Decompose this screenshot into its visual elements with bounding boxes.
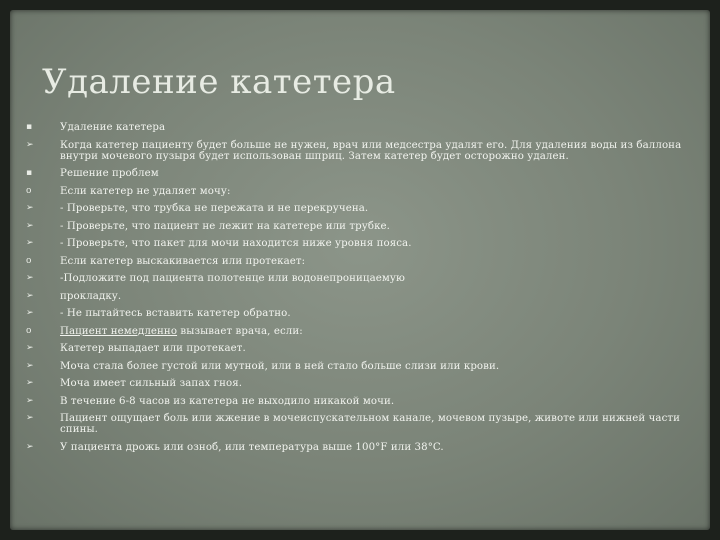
arrow-bullet-icon: ➢: [26, 378, 34, 388]
item-text: Если катетер не удаляет мочу:: [60, 185, 231, 197]
arrow-bullet-icon: ➢: [26, 203, 34, 213]
list-item: [24, 140, 694, 162]
list-item: [24, 326, 694, 337]
arrow-bullet-icon: ➢: [26, 308, 34, 318]
list-item: [24, 442, 694, 453]
arrow-bullet-icon: ➢: [26, 273, 34, 283]
arrow-bullet-icon: ➢: [26, 441, 34, 452]
underlined-text: Пациент немедленно: [60, 325, 178, 337]
item-text: Когда катетер пациенту будет больше не нужен, врач или медсестра удалят его. Для удаления воды из баллона внутри мочевого пузыря будет использован шприц. Затем катетер будет осторожно удален.: [60, 139, 682, 162]
circle-bullet-icon: o: [26, 255, 32, 266]
item-text: - Проверьте, что пакет для мочи находится ниже уровня пояса.: [60, 238, 412, 249]
list-item: [24, 343, 694, 354]
item-text: Пациент ощущает боль или жжение в мочеиспускательном канале, мочевом пузыре, животе или нижней части спины.: [60, 413, 681, 435]
item-text: Если катетер выскакивается или протекает:: [60, 255, 306, 267]
arrow-bullet-icon: ➢: [26, 220, 34, 231]
slide-title: Удаление катетера: [42, 62, 396, 102]
list-item: [24, 238, 694, 249]
list-item: [24, 203, 694, 214]
item-text: Удаление катетера: [60, 122, 166, 133]
list-item: [24, 168, 694, 179]
list-item: [24, 186, 694, 197]
arrow-bullet-icon: ➢: [26, 395, 34, 406]
slide: [10, 10, 710, 530]
item-text: - Не пытайтесь вставить катетер обратно.: [60, 308, 291, 319]
list-item: [24, 273, 694, 284]
list-item: [24, 396, 694, 407]
circle-bullet-icon: o: [26, 185, 32, 196]
list-item: [24, 221, 694, 232]
item-text: Моча стала более густой или мутной, или в ней стало больше слизи или крови.: [60, 360, 500, 372]
square-bullet-icon: ▪: [26, 168, 33, 178]
item-text: Решение проблем: [60, 168, 159, 179]
item-text: прокладку.: [60, 290, 122, 302]
item-text: [60, 326, 694, 337]
item-text-rest: вызывает врача, если:: [177, 325, 303, 337]
list-item: [24, 413, 694, 435]
list-item: [24, 256, 694, 267]
item-text: -Подложите под пациента полотенце или водонепроницаемую: [60, 273, 405, 284]
arrow-bullet-icon: ➢: [26, 413, 34, 423]
arrow-bullet-icon: ➢: [26, 360, 34, 371]
item-text: - Проверьте, что пациент не лежит на катетере или трубке.: [60, 220, 390, 232]
bullet-list: [24, 122, 694, 459]
item-text: В течение 6-8 часов из катетера не выходило никакой мочи.: [60, 395, 395, 407]
arrow-bullet-icon: ➢: [26, 290, 34, 301]
list-item: [24, 361, 694, 372]
item-text: У пациента дрожь или озноб, или температура выше 100°F или 38°C.: [60, 441, 444, 453]
item-text: Моча имеет сильный запах гноя.: [60, 378, 243, 389]
square-bullet-icon: ▪: [26, 122, 33, 132]
circle-bullet-icon: o: [26, 325, 32, 336]
list-item: [24, 291, 694, 302]
item-text: Катетер выпадает или протекает.: [60, 343, 246, 354]
arrow-bullet-icon: ➢: [26, 139, 34, 150]
arrow-bullet-icon: ➢: [26, 343, 34, 353]
list-item: [24, 122, 694, 133]
item-text: - Проверьте, что трубка не пережата и не перекручена.: [60, 203, 369, 214]
arrow-bullet-icon: ➢: [26, 238, 34, 248]
list-item: [24, 308, 694, 319]
list-item: [24, 378, 694, 389]
